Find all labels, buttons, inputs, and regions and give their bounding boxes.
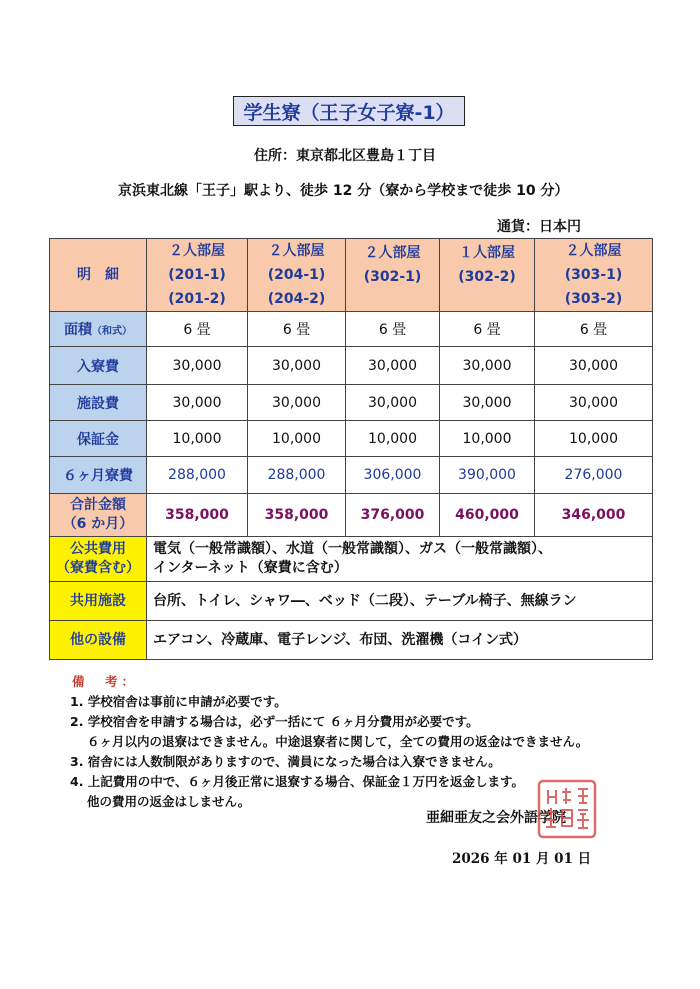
utilities-text: 電気（一般常識額）、水道（一般常識額）、ガス（一般常識額）、 インターネット（寮費に含む） xyxy=(147,537,653,582)
table-cell: 30,000 xyxy=(147,385,248,421)
table-cell: 10,000 xyxy=(248,421,346,457)
utilities-row xyxy=(50,537,653,582)
shared-row xyxy=(50,582,653,621)
table-cell: 346,000 xyxy=(535,494,653,537)
seal-stamp-icon xyxy=(536,778,598,840)
header-label-cell: 明 細 xyxy=(50,239,147,312)
row-label-deposit: 保証金 xyxy=(50,421,147,457)
table-cell: 30,000 xyxy=(248,347,346,385)
table-row xyxy=(50,457,653,494)
table-cell: 276,000 xyxy=(535,457,653,494)
access-line: 京浜東北線「王子」駅より、徒歩 12 分（寮から学校まで徒歩 10 分） xyxy=(118,183,569,199)
table-cell: 6 畳 xyxy=(346,312,440,347)
room-header-1: ２人部屋 (201-1) (201-2) xyxy=(147,239,248,312)
table-cell: 358,000 xyxy=(248,494,346,537)
address-line: 住所：東京都北区豊島１丁目 xyxy=(254,148,436,164)
table-cell: 288,000 xyxy=(147,457,248,494)
row-label-facility-fee: 施設費 xyxy=(50,385,147,421)
table-cell: 390,000 xyxy=(440,457,535,494)
note-item: 2. 学校宿舎を申請する場合は，必ず一括にて ６ヶ月分費用が必要です。 xyxy=(70,714,479,729)
table-cell: 30,000 xyxy=(248,385,346,421)
row-label-6month-fee: ６ヶ月寮費 xyxy=(50,457,147,494)
table-cell: 10,000 xyxy=(535,421,653,457)
room-header-2: ２人部屋 (204-1) (204-2) xyxy=(248,239,346,312)
room-header-3: ２人部屋 (302-1) xyxy=(346,239,440,312)
table-cell: 10,000 xyxy=(147,421,248,457)
table-cell: 358,000 xyxy=(147,494,248,537)
other-row xyxy=(50,621,653,660)
table-cell: 10,000 xyxy=(440,421,535,457)
row-label-area: 面積（和式） xyxy=(50,312,147,347)
room-header-5: ２人部屋 (303-1) (303-2) xyxy=(535,239,653,312)
table-row xyxy=(50,347,653,385)
shared-text: 台所、トイレ、シャワ―、ベッド（二段）、テーブル椅子、無線ラン xyxy=(147,582,653,621)
table-row xyxy=(50,312,653,347)
table-cell: 30,000 xyxy=(535,385,653,421)
table-cell: 6 畳 xyxy=(248,312,346,347)
table-cell: 10,000 xyxy=(346,421,440,457)
table-cell: 6 畳 xyxy=(535,312,653,347)
school-name: 亜細亜友之会外語学院 xyxy=(426,810,566,826)
note-item: 3. 宿舎には人数制限がありますので、満員になった場合は入寮できません。 xyxy=(70,754,501,769)
note-item: ６ヶ月以内の退寮はできません。中途退寮者に関して，全ての費用の返金はできません。 xyxy=(87,734,589,749)
fee-table xyxy=(49,238,653,660)
table-cell: 306,000 xyxy=(346,457,440,494)
room-header-4: １人部屋 (302-2) xyxy=(440,239,535,312)
table-cell: 30,000 xyxy=(346,385,440,421)
document-title: 学生寮（王子女子寮-1） xyxy=(233,96,465,126)
table-cell: 30,000 xyxy=(535,347,653,385)
table-cell: 30,000 xyxy=(346,347,440,385)
currency-line: 通貨：日本円 xyxy=(497,219,581,235)
table-cell: 376,000 xyxy=(346,494,440,537)
header-row xyxy=(50,239,653,312)
total-row xyxy=(50,494,653,537)
row-label-shared: 共用施設 xyxy=(50,582,147,621)
row-label-utilities: 公共費用 （寮費含む） xyxy=(50,537,147,582)
notes-section xyxy=(70,672,588,812)
table-cell: 460,000 xyxy=(440,494,535,537)
row-label-total: 合計金額 （6 か月） xyxy=(50,494,147,537)
table-cell: 6 畳 xyxy=(440,312,535,347)
table-cell: 30,000 xyxy=(440,385,535,421)
note-item: 4. 上記費用の中で、６ヶ月後正常に退寮する場合、保証金１万円を返金します。 xyxy=(70,774,525,789)
table-cell: 30,000 xyxy=(440,347,535,385)
notes-title: 備 考： xyxy=(72,674,139,689)
note-item: 他の費用の返金はしません。 xyxy=(87,794,251,809)
table-cell: 6 畳 xyxy=(147,312,248,347)
other-text: エアコン、冷蔵庫、電子レンジ、布団、洗濯機（コイン式） xyxy=(147,621,653,660)
row-label-other: 他の設備 xyxy=(50,621,147,660)
row-label-entry-fee: 入寮費 xyxy=(50,347,147,385)
table-cell: 288,000 xyxy=(248,457,346,494)
issue-date: 2026 年 01 月 01 日 xyxy=(452,851,592,867)
note-item: 1. 学校宿舎は事前に申請が必要です。 xyxy=(70,694,287,709)
table-row xyxy=(50,385,653,421)
table-row xyxy=(50,421,653,457)
table-cell: 30,000 xyxy=(147,347,248,385)
